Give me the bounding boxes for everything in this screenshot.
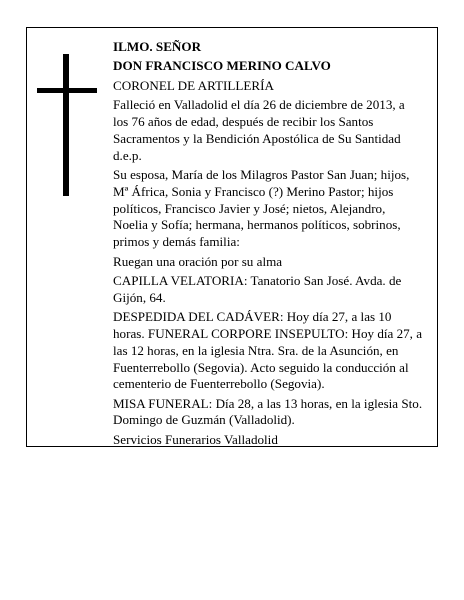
farewell-funeral-info: DESPEDIDA DEL CADÁVER: Hoy día 27, a las 10 horas. FUNERAL CORPORE INSEPULTO: Hoy día 27, a las 12 horas, en la iglesia Ntra. Sra. de la Asunción, en Fuenterrebollo (Segovia). Acto seguido la conducción al cementerio de Fuenterrebollo (Segovia). [113,309,423,392]
obituary-text [113,39,423,451]
funeral-services-provider: Servicios Funerarios Valladolid [113,431,278,447]
funeral-mass-info: MISA FUNERAL: Día 28, a las 13 horas, en la iglesia Sto. Domingo de Guzmán (Valladolid). [113,395,423,428]
chapel-info: CAPILLA VELATORIA: Tanatorio San José. Avda. de Gijón, 64. [113,272,402,305]
death-announcement: Falleció en Valladolid el día 26 de diciembre de 2013, a los 76 años de edad, después de recibir los Santos Sacramentos y la Bendición Apostólica de Su Santidad d.e.p. [113,97,405,163]
cross-horizontal-bar [37,88,97,93]
military-rank: CORONEL DE ARTILLERÍA [113,77,274,93]
family-list: Su esposa, María de los Milagros Pastor San Juan; hijos, Mª África, Sonia y Francisco (?) Merino Pastor; hijos políticos, Francisco Javier y José; nietos, Alejandro, Noelia y Sofía; hermana, hermanos políticos, sobrinos, primos y demás familia: [113,166,410,250]
prayer-request: Ruegan una oración por su alma [113,253,283,269]
cross-vertical-bar [63,54,69,196]
deceased-name: DON FRANCISCO MERINO CALVO [113,58,331,74]
latin-cross-icon [37,54,97,196]
honorific-title: ILMO. SEÑOR [113,39,202,54]
